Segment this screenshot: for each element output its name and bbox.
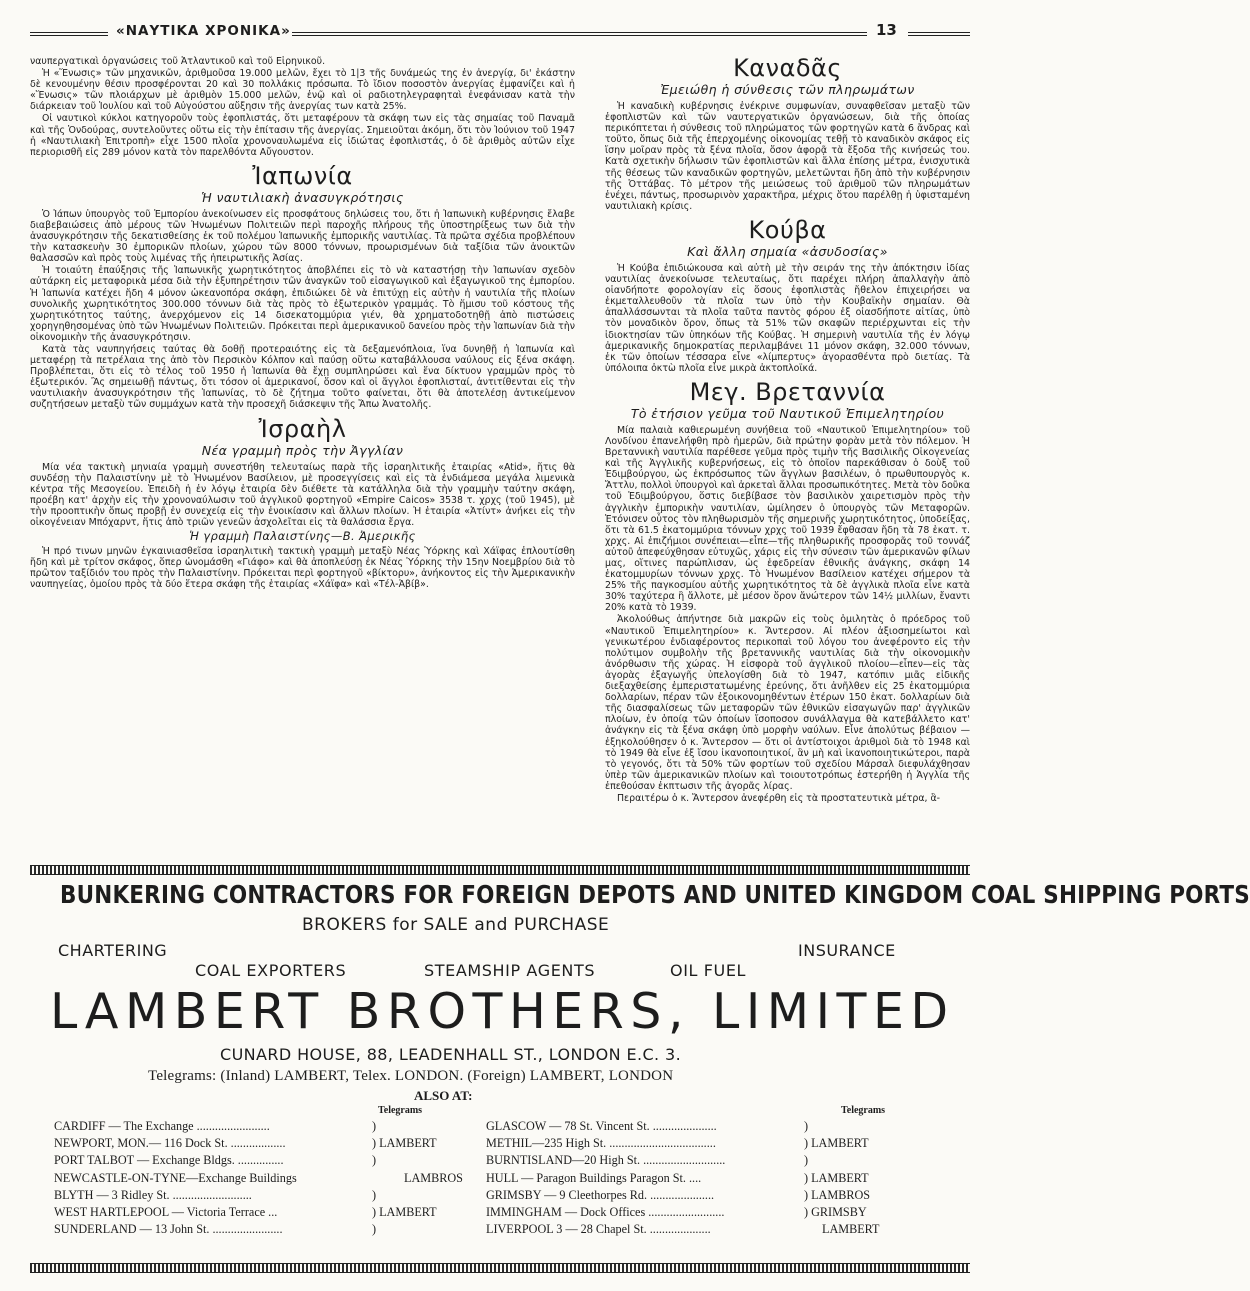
paragraph: Μία παλαιὰ καθιερωμένη συνήθεια τοῦ «Ναυτικοῦ Ἐπιμελητηρίου» τοῦ Λονδίνου ἐπανελήφθη πρὸ ἡμερῶν, διὰ πρώτην φορὰν μετὰ τὸν πόλεμον. Ἡ Βρεταννικὴ ναυτιλία παρέθεσε γεῦμα πρὸς τιμὴν τῆς Βασιλικῆς Οἰκογενείας καὶ τῆς Ἀγγλικῆς κυβερνήσεως, εἰς τὸ ὁποῖον παρεκάθισαν ὁ δοὺξ τοῦ Ἐδιμβούργου, ὡς ἐκπρόσωπος τῶν ἄγγλων βασιλέων, ὁ πρωθυπουργὸς κ. Ἄττλυ, πολλοὶ ὑπουργοὶ καὶ ἀρκεταὶ ἄλλαι προσωπικότητες. Μετὰ τὸν δοῦκα τοῦ Ἐδιμβούργου, ὅστις διεβίβασε τὸν βασιλικὸν χαιρετισμὸν πρὸς τὴν ἀγγλικὴν ἐμπορικὴν ναυτιλίαν, ὡμίλησεν ὁ ὑπουργὸς τῶν Μεταφορῶν. Ἐτόνισεν οὗτος τὸν πληθωρισμὸν τῆς σημερινῆς χωρητικότητος, ὑποδείξας, ὅτι τὰ 61.5 ἑκατομμύρια τόννων χρχς τοῦ 1939 ἔφθασαν ἤδη τὰ 78 ἑκατ. τ. χρχς. Αἱ ἐπιζήμιοι συνέπειαι—εἶπε—τῆς πληθωρικῆς προσφορᾶς τοῦ τοννάζ αὐτοῦ ἀπεφεύχθησαν εὐτυχῶς, χάρις εἰς τὴν σύνεσιν τῶν ἀμερικανῶν φίλων μας, οἵτινες παρώπλισαν, ὡς ἐφεδρείαν ἐθνικῆς ἀνάγκης, σκάφη 14 ἑκατομμυρίων τόννων χρχς. Τὸ Ἡνωμένον Βασίλειον κατέχει σήμερον τὰ 25% τῆς παγκοσμίου αὐτῆς χωρητικότητος τὰ δὲ ἀγγλικὰ πλοῖα εἶνε κατὰ 30% ταχύτερα ἢ ἄλλοτε, μὲ μέσον ὅρον ἄνώτερον τῶν 14½ μιλλίων, ἔναντι 20% κατὰ τὸ 1939.	[605, 424, 970, 614]
ad-coal-exporters: COAL EXPORTERS	[195, 961, 347, 980]
branch-telegram: LAMBERT	[822, 1222, 880, 1237]
paragraph: Ἀκολούθως ἀπήντησε διὰ μακρῶν εἰς τοὺς ὁμιλητὰς ὁ πρόεδρος τοῦ «Ναυτικοῦ Ἐπιμελητηρίου» κ. Ἄντερσον. Αἱ πλέον ἀξιοσημείωτοι καὶ γενικωτέρου ἐνδιαφέροντος περικοπαὶ τοῦ λόγου του ἀνεφέροντο εἰς τὴν πολύτιμον συμβολὴν τῆς βρεταννικῆς ναυτιλίας διὰ τὴν οἰκονομικὴν ἀνόρθωσιν τῆς χώρας. Ἡ εἰσφορὰ τοῦ ἀγγλικοῦ πλοίου—εἶπεν—εἰς τὰς ἀγορὰς ἐξαγωγῆς ὑπελογίσθη διὰ τὸ 1947, κατόπιν μιᾶς εἰδικῆς διεξαχθείσης ἐμπεριστατωμένης ἐρεύνης, ὅτι ἀνῆλθεν εἰς 25 ἑκατομμύρια δολλαρίων, πέραν τῶν ἐξοικονομηθέντων ἑτέρων 150 ἑκατ. δολλαρίων διὰ τῆς διασφαλίσεως τῶν μεταφορῶν τῶν ἐθνικῶν εἰσαγωγῶν παρ' ἀγγλικῶν πλοίων, ἐν ὁποίᾳ τῶν ὁποίων ἴσοποσον συνάλλαγμα θὰ κατεβάλλετο κατ' ἀνάγκην εἰς τὰ ξένα σκάφη ὑπὸ μορφὴν ναύλων. Εἶνε ἀπολύτως βέβαιον — ἐξηκολούθησεν ὁ κ. Ἄντερσον — ὅτι οἱ ἀντίστοιχοι ἀριθμοὶ διὰ τὸ 1948 καὶ τὸ 1949 θὰ εἶνε ἐξ ἴσου ἱκανοποιητικοί, ἂν μὴ καὶ ἱκανοποιητικώτεροι, παρὰ τὸ γεγονός, ὅτι τὰ 50% τῶν φορτίων τοῦ σχεδίου Μάρσαλ διεφυλάχθησαν ὑπὲρ τῶν ἀμερικανικῶν πλοίων καὶ τοιουτοτρόπως ἐστερήθη ἡ Ἀγγλία τῆς ἐπεθούσαν ἐκπτωσιν τῆς ἀγορᾶς λίρας.	[605, 614, 970, 792]
list-item	[54, 1118, 464, 1135]
section-title-great-britain: Μεγ. Βρεταννία	[689, 377, 886, 406]
ad-address: CUNARD HOUSE, 88, LEADENHALL ST., LONDON E.C. 3.	[220, 1045, 682, 1064]
branch-telegram: )	[804, 1119, 809, 1133]
section-subheading: Ἡ γραμμὴ Παλαιστίνης—Β. Ἀμερικῆς	[189, 529, 416, 544]
paragraph: Μία νέα τακτικὴ μηνιαία γραμμὴ συνεστήθη τελευταίως παρὰ τῆς ἰσραηλιτικῆς ἑταιρίας «Atid», ἥτις θὰ συνδέσῃ τὴν Παλαιστίνην μὲ τὸ Ἡνωμένον Βασίλειον, μὲ προσεγγίσεις καὶ εἰς τὰ ἐνδιάμεσα μεγάλα λιμενικὰ κέντρα τῆς Μεσογείου. Ἐπειδὴ ἡ ἐν λόγῳ ἑταιρία δὲν διέθετε τὰ κατάλληλα διὰ τὴν γραμμὴν ταύτην σκάφη, προέβη κατ' ἀρχὴν εἰς τὴν χρονοναύλωσιν τοῦ ἀγγλικοῦ φορτηγοῦ «Empire Caicos» 3538 τ. χρχς (τοῦ 1945), μὲ τὴν προοπτικὴν ὅπως προβῇ ἐν συνεχείᾳ εἰς τὴν ἐνοικίασιν καὶ ἄλλων πλοίων. Ἡ ἑταιρία «Ἀτίντ» ἀνήκει εἰς τὴν οἰκογένειαν Μπόχαρντ, ἥτις ἀπὸ τριῶν γενεῶν ἀσχολεῖται εἰς τὰ θαλάσσια ἔργα.	[30, 461, 575, 528]
header-rule	[292, 32, 867, 36]
ad-branches-left	[54, 1118, 464, 1238]
list-item	[486, 1204, 946, 1221]
branch-telegram: )	[372, 1153, 377, 1168]
section-subtitle: Ἐμειώθη ἡ σύνθεσις τῶν πληρωμάτων	[660, 82, 915, 97]
paragraph: Ἡ τοιαύτη ἐπαύξησις τῆς Ἰαπωνικῆς χωρητικότητος ἀποβλέπει εἰς τὸ νὰ καταστήσῃ τὴν Ἰαπωνίαν σχεδὸν αὐτάρκη εἰς μεταφορικὰ μέσα διὰ τὴν ἐξυπηρέτησιν τῶν ἀναγκῶν τοῦ εἰσαγωγικοῦ καὶ ἐξαγωγικοῦ της ἐμπορίου. Ἡ Ἰαπωνία κατέχει ἤδη 4 μόνον ὠκεανοπόρα σκάφη, ἐπιδιώκει δὲ νὰ ἐπιτύχῃ εἰς αὐτὴν ἡ ναυτιλία τῆς πλοίων συνολικῆς χωρητικότητος 300.000 τόννων διὰ τὰς πρὸς τὸ ἐξωτερικὸν γραμμάς. Τὸ ἥμισυ τοῦ κόστους τῆς χωρητικότητος ταύτης, ἀνερχόμενον εἰς 14 δισεκατομμύρια γιέν, θὰ χρηματοδοτηθῇ ἀπὸ πιστώσεις χορηγηθησομένας ὑπὸ τῶν Ἡνωμένων Πολιτειῶν. Πρόκειται περὶ ἀμερικανικοῦ δανείου πρὸς τὴν Ἰαπωνίαν διὰ τὴν οἰκονομικὴν τῆς ἀνασυγκρότησιν.	[30, 265, 575, 343]
branch-address: IMMINGHAM — Dock Offices .........................	[486, 1204, 725, 1219]
ad-border-top	[30, 865, 970, 875]
ad-telegrams-heading: Telegrams	[378, 1105, 423, 1116]
branch-address: PORT TALBOT — Exchange Bldgs. ...............	[54, 1153, 284, 1168]
branch-address: SUNDERLAND — 13 John St. .......................	[54, 1222, 283, 1237]
section-subtitle: Τὸ ἐτήσιον γεῦμα τοῦ Ναυτικοῦ Ἐπιμελητηρίου	[630, 405, 945, 421]
header-rule	[908, 32, 970, 36]
list-item	[486, 1221, 946, 1238]
branch-address: GLASCOW — 78 St. Vincent St. .....................	[486, 1119, 717, 1133]
branch-telegram: )	[372, 1187, 377, 1202]
branch-address: BLYTH — 3 Ridley St. ..........................	[54, 1187, 252, 1202]
list-item	[486, 1170, 946, 1187]
section-title-canada: Καναδᾶς	[733, 54, 842, 82]
branch-address: LIVERPOOL 3 — 28 Chapel St. ....................	[486, 1222, 711, 1237]
branch-address: CARDIFF — The Exchange ........................	[54, 1119, 270, 1133]
paragraph: ναυπεργατικαὶ ὀργανώσεις τοῦ Ἀτλαντικοῦ καὶ τοῦ Εἰρηνικοῦ.	[30, 56, 326, 67]
section-subtitle: Νέα γραμμὴ πρὸς τὴν Ἀγγλίαν	[201, 442, 404, 458]
paragraph: Περαιτέρω ὁ κ. Ἄντερσον ἀνεφέρθη εἰς τὰ προστατευτικὰ μέτρα, ἃ-	[617, 792, 941, 804]
ad-chartering: CHARTERING	[58, 941, 168, 960]
header-rule	[30, 32, 108, 36]
section-subtitle: Καὶ ἄλλη σημαία «ἀσυδοσίας»	[687, 243, 888, 259]
list-item	[54, 1187, 464, 1204]
right-column	[605, 56, 970, 851]
list-item	[54, 1204, 464, 1221]
paragraph: Κατὰ τὰς ναυπηγήσεις ταύτας θὰ δοθῇ προτεραιότης εἰς τὰ δεξαμενόπλοια, ἵνα δυνηθῇ ἡ Ἰαπωνία καὶ μεταφέρῃ τὰ πετρέλαια της ἀπὸ τὸν Περσικὸν Κόλπον καὶ παύσῃ οὕτω καταβάλλουσα ναύλους εἰς ξένα σκάφη. Προβλέπεται, ὅτι εἰς τὸ τέλος τοῦ 1950 ἡ Ἰαπωνία θὰ ἔχῃ συμπληρώσει καὶ ἕνα δίκτυον γραμμῶν πρὸς τὸ ἐξωτερικόν. Ἂς σημειωθῇ πάντως, ὅτι τόσον οἱ ἀμερικανοί, ὅσον καὶ οἱ ἄγγλοι ἐφοπλισταί, ἀντιτίθενται εἰς τὴν ναυτιλιακὴν ἀνασυγκρότησιν τῆς Ἰαπωνίας, τὸ δὲ ζήτημα τοῦτο φαίνεται, ὅτι θὰ ἀποτελέσῃ ἀντικείμενον συζητήσεων μεταξὺ τῶν συμμάχων κατὰ τὴν προσεχῆ διάσκεψιν τῆς Ἄπω Ἀνατολῆς.	[30, 343, 575, 411]
branch-telegram: ) LAMBERT	[372, 1136, 437, 1151]
branch-telegram: )	[804, 1153, 809, 1168]
section-subtitle: Ἡ ναυτιλιακὴ ἀνασυγκρότησις	[201, 189, 404, 205]
ad-telegrams: Telegrams: (Inland) LAMBERT, Telex. LONDON. (Foreign) LAMBERT, LONDON	[148, 1068, 674, 1084]
branch-telegram: ) LAMBERT	[372, 1204, 437, 1219]
branch-address: GRIMSBY — 9 Cleethorpes Rd. .....................	[486, 1187, 715, 1202]
list-item	[54, 1152, 464, 1169]
list-item	[54, 1221, 464, 1238]
ad-telegrams-heading: Telegrams	[841, 1105, 886, 1116]
paragraph: Ἡ Κούβα ἐπιδιώκουσα καὶ αὐτὴ μὲ τὴν σειράν της τὴν ἀπόκτησιν ἰδίας ναυτιλίας ἀνεκοίνωσε τελευταίως, ὅτι παρέχει πλήρη ἀπαλλαγὴν ἀπὸ οἱανδήποτε φορολογίαν εἰς ὅσους ἐφοπλιστὰς ἤθελον ἐπιχειρήσει να ἐκμεταλλευθοῦν τὰ πλοῖα των ὑπὸ τὴν Κουβαϊκὴν σημαίαν. Θὰ ἀπαλλάσσωνται τὰ πλοῖα ταῦτα παντὸς φόρου ἐξ οἱασδήποτε αἰτίας, ὑπὸ τὸν μοναδικὸν ὅρον, ὅπως τὰ 51% τῶν σκαφῶν περιέρχωνται εἰς τὴν ἰδιοκτησίαν τῶν ὑπηκόων τῆς Κούβας. Ἡ σημερινὴ ναυτιλία τῆς ἐν λόγῳ ἀμερικανικῆς δημοκρατίας περιλαμβάνει 11 μόνον σκάφη, 32.000 τόννων, ἐκ τῶν ὁποίων τέσσαρα εἶνε «λίμπερτυς» ἀγορασθέντα πρὸ διετίας. Τὰ ὑπόλοιπα ὀκτὼ πλοῖα εἶνε μικρὰ ἀκτοπλοϊκά.	[605, 262, 970, 374]
section-title-japan: Ἰαπωνία	[252, 161, 353, 190]
magazine-title: «ΝΑΥΤΙΚΑ ΧΡΟΝΙΚΑ»	[116, 23, 291, 39]
branch-telegram: )	[372, 1222, 377, 1237]
lambert-brothers-advertisement	[30, 865, 1250, 1273]
branch-address: NEWPORT, MON.— 116 Dock St. ..................	[54, 1136, 286, 1151]
list-item	[486, 1152, 946, 1169]
paragraph: Οἱ ναυτικοὶ κύκλοι κατηγοροῦν τοὺς ἐφοπλιστάς, ὅτι μεταφέρουν τὰ σκάφη των εἰς τὰς σημαίας τοῦ Παναμᾶ καὶ τῆς Ὁνδούρας, συντελοῦντες οὕτω εἰς τὴν ἐπίτασιν τῆς ἀνεργίας. Σημειοῦται ἀκόμη, ὅτι τὸν Ἰούνιον τοῦ 1947 ἡ «Ναυτιλιακὴ Ἐπιτροπὴ» εἶχε 1500 πλοῖα χρονοναυλωμένα εἰς ἰδιώτας ἐφοπλιστάς, ὁ δὲ ἀριθμὸς αὐτῶν εἶχε περιορισθῆ εἰς 289 μόνον κατὰ τὸν παρελθόντα Αὔγουστον.	[30, 113, 575, 158]
list-item	[486, 1187, 946, 1204]
paragraph: Ἡ καναδικὴ κυβέρνησις ἐνέκρινε συμφωνίαν, συναφθεῖσαν μεταξὺ τῶν ἐφοπλιστῶν καὶ τῶν ναυτεργατικῶν ὀργανώσεων, διὰ τῆς ὁποίας περικόπτεται ἡ σύνθεσις τοῦ πληρώματος τῶν φορτηγῶν κατὰ 6 ἄνδρας καὶ τοῦτο, ὅπως διὰ τῆς ἐπερχομένης οἰκονομίας τεθῇ τὸ καναδικὸν σκάφος εἰς ἴσην μοῖραν πρὸς τὰ ξένα πλοῖα, ὅσον ἀφορᾷ τὰ ἔξοδα τῆς κινήσεώς του. Κατὰ σχετικὴν δήλωσιν τῶν ἐφοπλιστῶν καὶ ἄλλα ἐπίσης μέτρα, ἐνισχυτικὰ τῆς θέσεως τῶν καναδικῶν φορτηγῶν, μελετῶνται ἤδη ἀπὸ τὴν κυβέρνησιν τῆς Ὀττάβας. Τὸ μέτρον τῆς μειώσεως τοῦ ἀριθμοῦ τῶν πληρωμάτων ἐνέχει, πάντως, προσωρινὸν χαρακτῆρα, μέχρις ὅτου παρέλθῃ ἡ ὑφισταμένη ναυτιλιακὴ κρίσις.	[605, 101, 970, 212]
ad-steamship-agents: STEAMSHIP AGENTS	[424, 961, 596, 980]
list-item	[54, 1135, 464, 1152]
branch-telegram: ) GRIMSBY	[804, 1204, 867, 1219]
branch-address: METHIL—235 High St. ...................................	[486, 1136, 716, 1151]
ad-oil-fuel: OIL FUEL	[670, 961, 747, 980]
paragraph: Ἡ «Ἕνωσις» τῶν μηχανικῶν, ἀριθμοῦσα 19.000 μελῶν, ἔχει τὸ 1|3 τῆς δυνάμεώς της ἐν ἀνεργίᾳ, δι' ἑκάστην δὲ κενουμένην θέσιν προσφέρονται 20 καὶ 30 πολλάκις πρόσωπα. Τὸ ἴδιον ποσοστὸν ἀνεργίας ἐμφανίζει καὶ ἡ «Ἕνωσις» τῶν πλοιάρχων μὲ ἀριθμὸν 15.000 μελῶν, ἐνῷ καὶ οἱ ραδιοτηλεγραφηταὶ ἐνεφάνισαν κατὰ τὴν διάρκειαν τοῦ Ἰουλίου καὶ τοῦ Αὐγούστου αὔξησιν τῆς ἀνεργίας των κατὰ 25%.	[30, 68, 575, 113]
ad-brokers: BROKERS for SALE and PURCHASE	[302, 915, 610, 935]
branch-address: BURNTISLAND—20 High St. ...........................	[486, 1153, 726, 1168]
ad-also-at: ALSO AT:	[414, 1088, 473, 1103]
paragraph: Ἡ πρό τινων μηνῶν ἐγκαινιασθεῖσα ἰσραηλιτικὴ τακτικὴ γραμμὴ μεταξὺ Νέας Ὑόρκης καὶ Χάϊφας ἐπλουτίσθη ἤδη καὶ μὲ τρίτον σκάφος, ὅπερ ὠνομάσθη «Γιάφο» καὶ θὰ ἀποπλεύσῃ ἐκ Νέας Ὑόρκης τὴν 15ην Νοεμβρίου διὰ τὸ πρῶτον ταξίδιόν του πρὸς τὴν Παλαιστίνην. Πρόκειται περὶ φορτηγοῦ «βίκτορυ», ἀνήκοντος εἰς τὴν Ἀμερικανικὴν ναυπηγείας, ὁμοίου πρὸς τὰ δύο ἕτερα σκάφη τῆς ἑταιρίας «Χάϊφα» καὶ «Τέλ-Ἀβίβ».	[30, 546, 575, 591]
left-column	[30, 56, 575, 851]
page-number: 13	[876, 21, 897, 39]
list-item	[486, 1135, 946, 1152]
section-title-cuba: Κούβα	[748, 215, 827, 244]
branch-address: HULL — Paragon Buildings Paragon St. ....	[486, 1170, 702, 1185]
branch-telegram: LAMBROS	[404, 1170, 463, 1185]
ad-border-bottom	[30, 1263, 970, 1273]
ad-insurance: INSURANCE	[798, 941, 896, 960]
ad-company-name: LAMBERT BROTHERS, LIMITED	[50, 983, 955, 1040]
ad-branches-right	[486, 1118, 946, 1238]
running-header	[30, 18, 970, 48]
branch-telegram: ) LAMBERT	[804, 1136, 869, 1151]
branch-telegram: ) LAMBERT	[804, 1170, 869, 1185]
magazine-page	[30, 18, 1250, 1273]
branch-address: WEST HARTLEPOOL — Victoria Terrace ...	[54, 1204, 278, 1219]
paragraph: Ὁ Ἰάπων ὑπουργὸς τοῦ Ἐμπορίου ἀνεκοίνωσεν εἰς προσφάτους δηλώσεις του, ὅτι ἡ Ἰαπωνικὴ κυβέρνησις ἔλαβε διαβεβαιώσεις ἀπὸ μέρους τῶν Ἡνωμένων Πολιτειῶν περὶ παροχῆς πλήρους τῆς ὑποστηρίξεως των διὰ τὴν ἀνασυγκρότησιν τῆς δεκατισθείσης ἐκ τοῦ πολέμου Ἰαπωνικῆς ἐμπορικῆς ναυτιλίας. Τὰ πρῶτα σχέδια προβλέπουν τὴν κατασκευὴν 30 ἐμπορικῶν πλοίων, χώρου τῶν 8000 τόννων, προωρισμένων διὰ ταξίδια τῶν ἀνοικτῶν θαλασσῶν καὶ πρὸς τοὺς λιμένας τῆς ἠπειρωτικῆς Ἀσίας.	[30, 208, 575, 265]
branch-address: NEWCASTLE-ON-TYNE—Exchange Buildings	[54, 1170, 297, 1185]
list-item	[486, 1118, 946, 1135]
section-title-israel: Ἰσραὴλ	[258, 414, 347, 443]
list-item	[54, 1170, 464, 1187]
branch-telegram: )	[372, 1119, 377, 1133]
branch-telegram: ) LAMBROS	[804, 1187, 871, 1202]
ad-headline: BUNKERING CONTRACTORS FOR FOREIGN DEPOTS AND UNITED KINGDOM COAL SHIPPING PORTS	[60, 881, 1250, 910]
